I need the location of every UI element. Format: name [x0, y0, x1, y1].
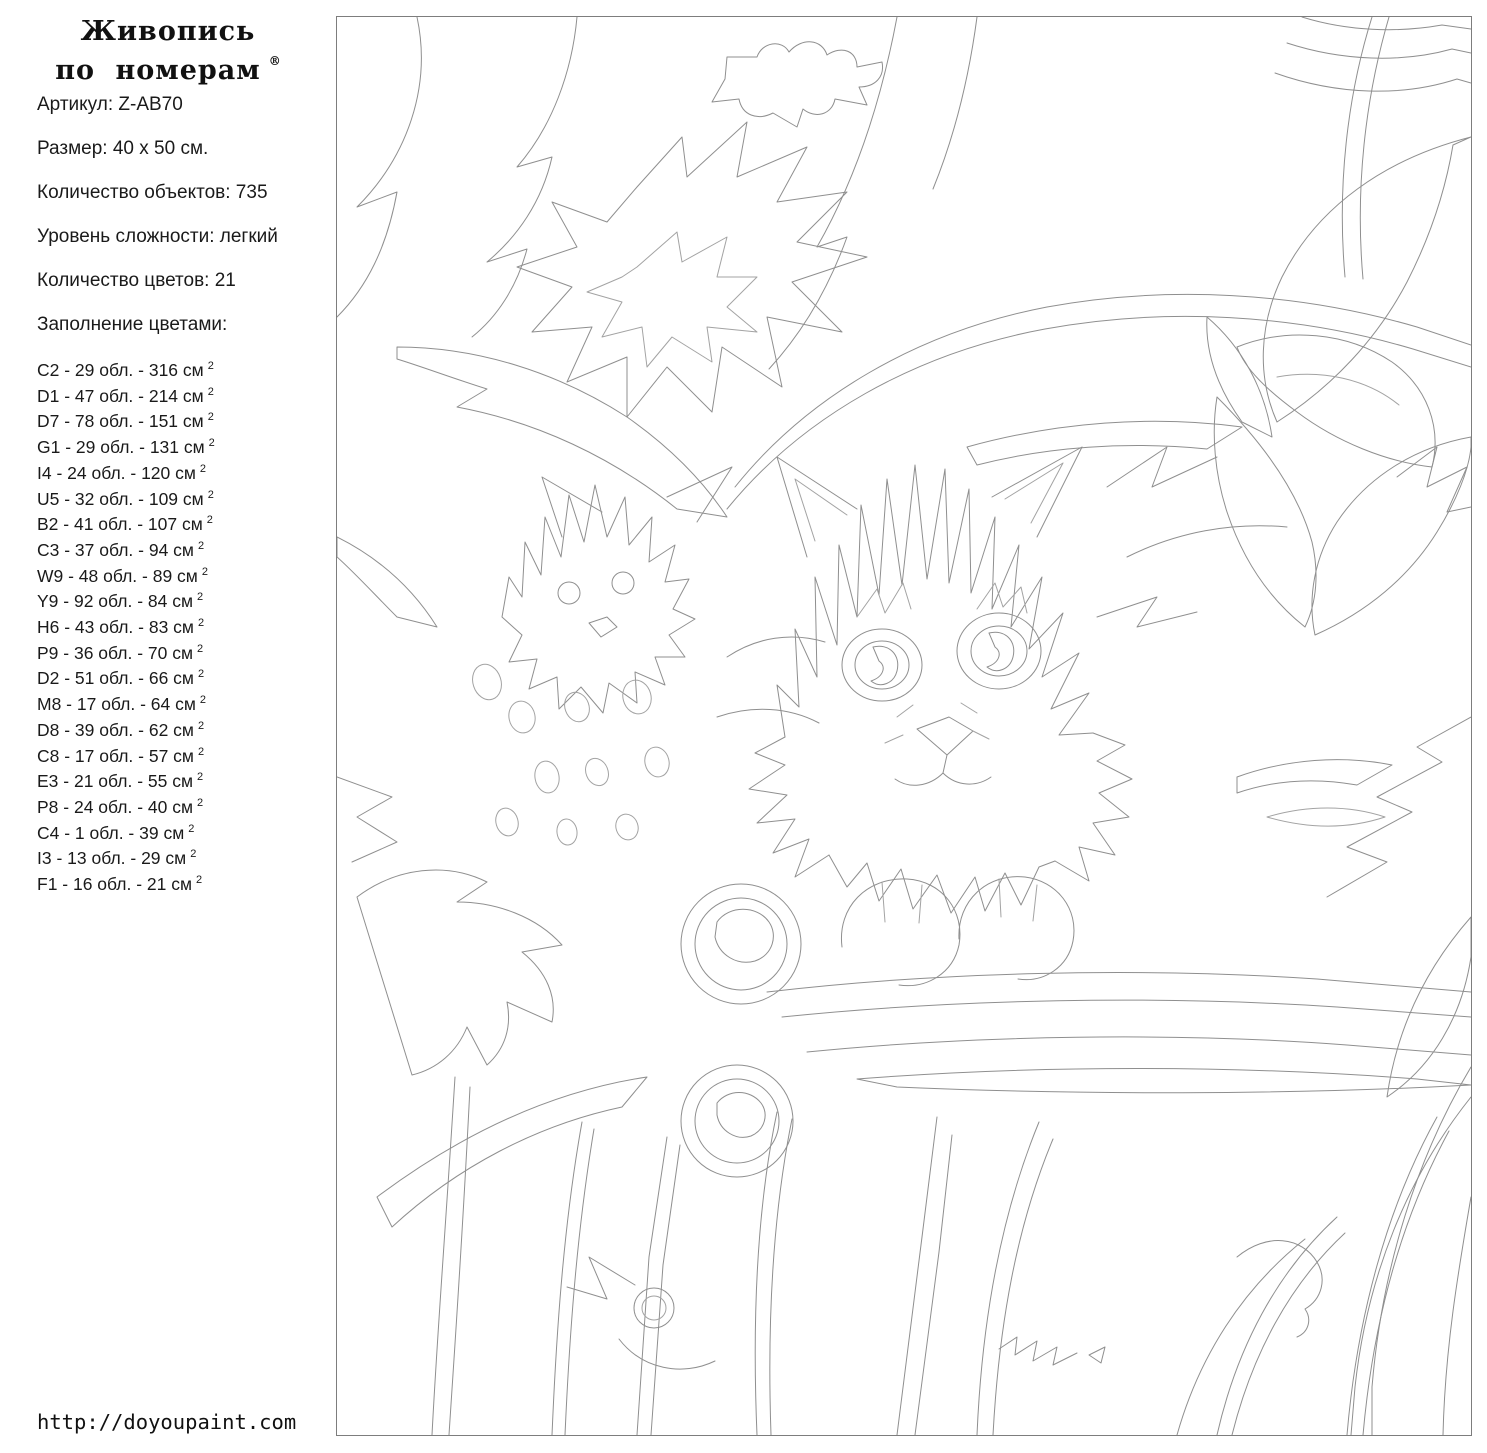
detail-size: Размер: 40 x 50 см. — [37, 138, 209, 159]
palette-item: I4 - 24 обл. - 120 см $^2$ — [37, 462, 207, 483]
palette-item: D7 - 78 обл. - 151 см $^2$ — [37, 411, 214, 432]
registered-trademark-mark: ® — [268, 54, 281, 69]
detail-colors: Количество цветов: 21 — [37, 270, 236, 291]
square-exponent: 2 — [206, 514, 213, 527]
palette-item: I3 - 13 обл. - 29 см $^2$ — [37, 848, 197, 869]
square-exponent: 2 — [199, 462, 207, 475]
square-exponent: 2 — [207, 360, 214, 372]
palette-item: F1 - 16 обл. - 21 см $^2$ — [37, 874, 203, 895]
square-exponent: 2 — [188, 822, 195, 835]
square-exponent: 2 — [197, 668, 205, 681]
website-url: http://doyoupaint.com — [37, 1410, 297, 1434]
palette-item: G1 - 29 обл. - 131 см $^2$ — [37, 437, 215, 458]
palette-item: M8 - 17 обл. - 64 см $^2$ — [37, 694, 207, 715]
brand-line2: по номерам ® — [55, 54, 281, 87]
palette-item: P9 - 36 обл. - 70 см $^2$ — [37, 642, 204, 663]
info-sidebar — [0, 0, 336, 1453]
square-exponent: 2 — [196, 874, 203, 887]
detail-objects: Количество объектов: 735 — [37, 182, 268, 203]
palette-item: B2 - 41 обл. - 107 см $^2$ — [37, 514, 213, 535]
line-art-frame — [336, 16, 1472, 1436]
palette-item: D1 - 47 обл. - 214 см $^2$ — [37, 385, 214, 406]
palette-list — [37, 356, 330, 896]
square-exponent: 2 — [197, 539, 205, 552]
palette-heading: Заполнение цветами: — [37, 314, 228, 335]
line-art-canvas — [337, 17, 1471, 1435]
square-exponent: 2 — [190, 848, 197, 861]
square-exponent: 2 — [199, 694, 207, 707]
palette-item: Y9 - 92 обл. - 84 см $^2$ — [37, 591, 204, 612]
square-exponent: 2 — [208, 437, 215, 450]
palette-item: C8 - 17 обл. - 57 см $^2$ — [37, 745, 205, 766]
palette-item: D8 - 39 обл. - 62 см $^2$ — [37, 719, 205, 740]
detail-difficulty: Уровень сложности: легкий — [37, 226, 278, 247]
square-exponent: 2 — [197, 771, 204, 784]
square-exponent: 2 — [207, 385, 214, 398]
square-exponent: 2 — [197, 719, 205, 732]
square-exponent: 2 — [201, 565, 208, 578]
palette-item: W9 - 48 обл. - 89 см $^2$ — [37, 565, 208, 586]
palette-item: C3 - 37 обл. - 94 см $^2$ — [37, 539, 205, 560]
square-exponent: 2 — [197, 745, 205, 758]
palette-item: U5 - 32 обл. - 109 см $^2$ — [37, 488, 214, 509]
brand-line1: Живопись — [80, 16, 256, 47]
square-exponent: 2 — [197, 591, 204, 604]
square-exponent: 2 — [197, 642, 204, 655]
square-exponent: 2 — [207, 411, 214, 424]
palette-item: C2 - 29 обл. - 316 см $^2$ — [37, 360, 214, 380]
brand-logo — [0, 12, 336, 90]
square-exponent: 2 — [207, 488, 214, 501]
palette-item: P8 - 24 обл. - 40 см $^2$ — [37, 796, 204, 817]
palette-item: E3 - 21 обл. - 55 см $^2$ — [37, 771, 204, 792]
square-exponent: 2 — [197, 796, 204, 809]
palette-item: D2 - 51 обл. - 66 см $^2$ — [37, 668, 205, 689]
detail-article: Артикул: Z-AB70 — [37, 94, 183, 115]
palette-item: H6 - 43 обл. - 83 см $^2$ — [37, 617, 205, 638]
square-exponent: 2 — [197, 617, 205, 630]
kit-details — [37, 95, 326, 359]
palette-item: C4 - 1 обл. - 39 см $^2$ — [37, 822, 195, 843]
